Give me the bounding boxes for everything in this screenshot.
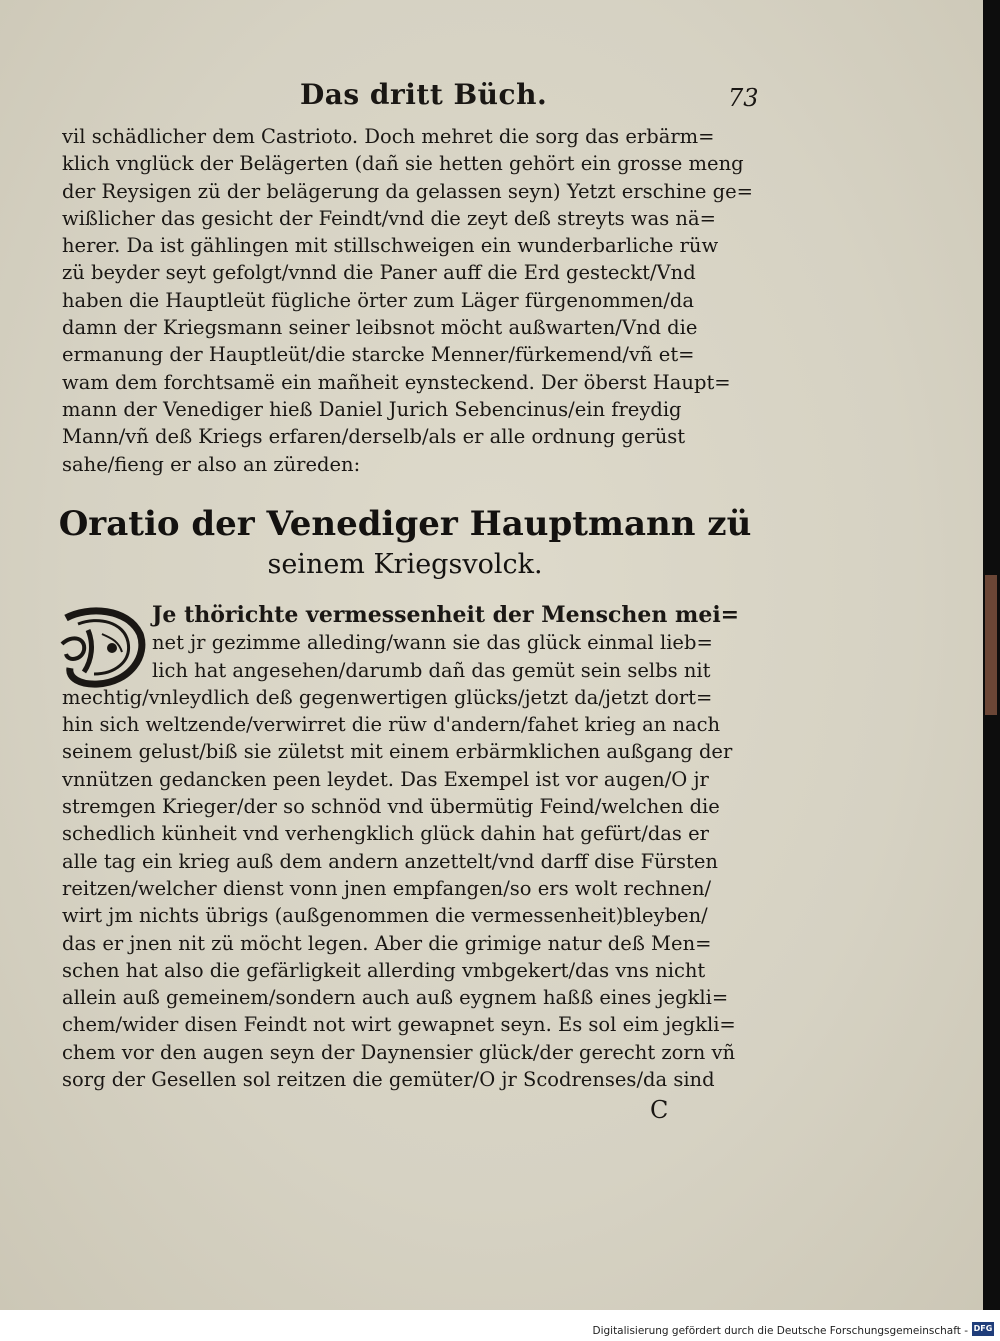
footer-credit: Digitalisierung gefördert durch die Deutsche Forschungsgemeinschaft -: [592, 1325, 968, 1337]
section-heading-line-2: seinem Kriegsvolck.: [267, 549, 543, 580]
dfg-logo: DFG: [972, 1322, 994, 1336]
text-line: mann der Venediger hieß Daniel Jurich Sebencinus/ein freydig: [62, 397, 682, 421]
catchword: C: [650, 1096, 669, 1124]
text-line: sorg der Gesellen sol reitzen die gemüter/O jr Scodrenses/da sind: [62, 1068, 715, 1092]
text-line: klich vnglück der Belägerten (dañ sie hetten gehört ein grosse meng: [62, 152, 744, 176]
paragraph-2: [62, 602, 762, 1093]
text-line: Je thörichte vermessenheit der Menschen mei=: [152, 602, 740, 628]
text-line: allein auß gemeinem/sondern auch auß eygnem haßß eines jegkli=: [62, 986, 729, 1010]
text-line: der Reysigen zü der belägerung da gelassen seyn) Yetzt erschine ge=: [62, 179, 753, 203]
text-line: ermanung der Hauptleüt/die starcke Menner/fürkemend/vñ et=: [62, 343, 695, 367]
text-line: seinem gelust/biß sie zületst mit einem erbärmklichen außgang der: [62, 740, 733, 764]
text-line: net jr gezimme alleding/wann sie das glück einmal lieb=: [152, 631, 713, 655]
text-line: vil schädlicher dem Castrioto. Doch mehret die sorg das erbärm=: [62, 125, 715, 148]
scan-edge-strip: [985, 575, 997, 715]
text-line: zü beyder seyt gefolgt/vnnd die Paner auff die Erd gesteckt/Vnd: [62, 261, 696, 285]
page-number: 73: [728, 84, 759, 112]
running-header: Das dritt Büch.: [300, 78, 548, 111]
text-line: mechtig/vnleydlich deß gegenwertigen glücks/jetzt da/jetzt dort=: [62, 685, 713, 709]
section-heading-line-1: Oratio der Venediger Hauptmann zü: [58, 504, 752, 544]
text-line: chem/wider disen Feindt not wirt gewapnet seyn. Es sol eim jegkli=: [62, 1013, 736, 1037]
text-line: damn der Kriegsmann seiner leibsnot möcht außwarten/Vnd die: [62, 316, 698, 340]
text-line: vnnützen gedancken peen leydet. Das Exempel ist vor augen/O jr: [62, 767, 709, 791]
text-line: Mann/vñ deß Kriegs erfaren/derselb/als er alle ordnung gerüst: [62, 425, 686, 449]
text-line: schen hat also die gefärligkeit allerding vmbgekert/das vns nicht: [62, 958, 706, 982]
text-line: schedlich künheit vnd verhengklich glück dahin hat gefürt/das er: [62, 822, 710, 846]
text-line: wirt jm nichts übrigs (außgenommen die vermessenheit)bleyben/: [62, 904, 708, 928]
text-line: wam dem forchtsamë ein mañheit eynsteckend. Der öberst Haupt=: [62, 370, 731, 394]
text-line: wißlicher das gesicht der Feindt/vnd die zeyt deß streyts was nä=: [62, 206, 716, 230]
section-heading: [0, 502, 810, 584]
text-line: lich hat angesehen/darumb dañ das gemüt sein selbs nit: [152, 658, 711, 682]
text-line: alle tag ein krieg auß dem andern anzettelt/vnd darff dise Fürsten: [62, 849, 718, 873]
paragraph-1: [62, 123, 762, 478]
decorated-initial-letter: [58, 604, 59, 605]
text-line: reitzen/welcher dienst vonn jnen empfangen/so ers wolt rechnen/: [62, 876, 712, 900]
text-line: haben die Hauptleüt fügliche örter zum Läger fürgenommen/da: [62, 288, 695, 312]
text-line: hin sich weltzende/verwirret die rüw d'andern/fahet krieg an nach: [62, 713, 721, 737]
text-line: das er jnen nit zü möcht legen. Aber die grimige natur deß Men=: [62, 931, 712, 955]
text-line: herer. Da ist gählingen mit stillschweigen ein wunderbarliche rüw: [62, 234, 719, 258]
text-line: chem vor den augen seyn der Daynensier glück/der gerecht zorn vñ: [62, 1040, 736, 1064]
text-line: stremgen Krieger/der so schnöd vnd übermütig Feind/welchen die: [62, 795, 720, 819]
text-line: sahe/fieng er also an züreden:: [62, 452, 361, 476]
